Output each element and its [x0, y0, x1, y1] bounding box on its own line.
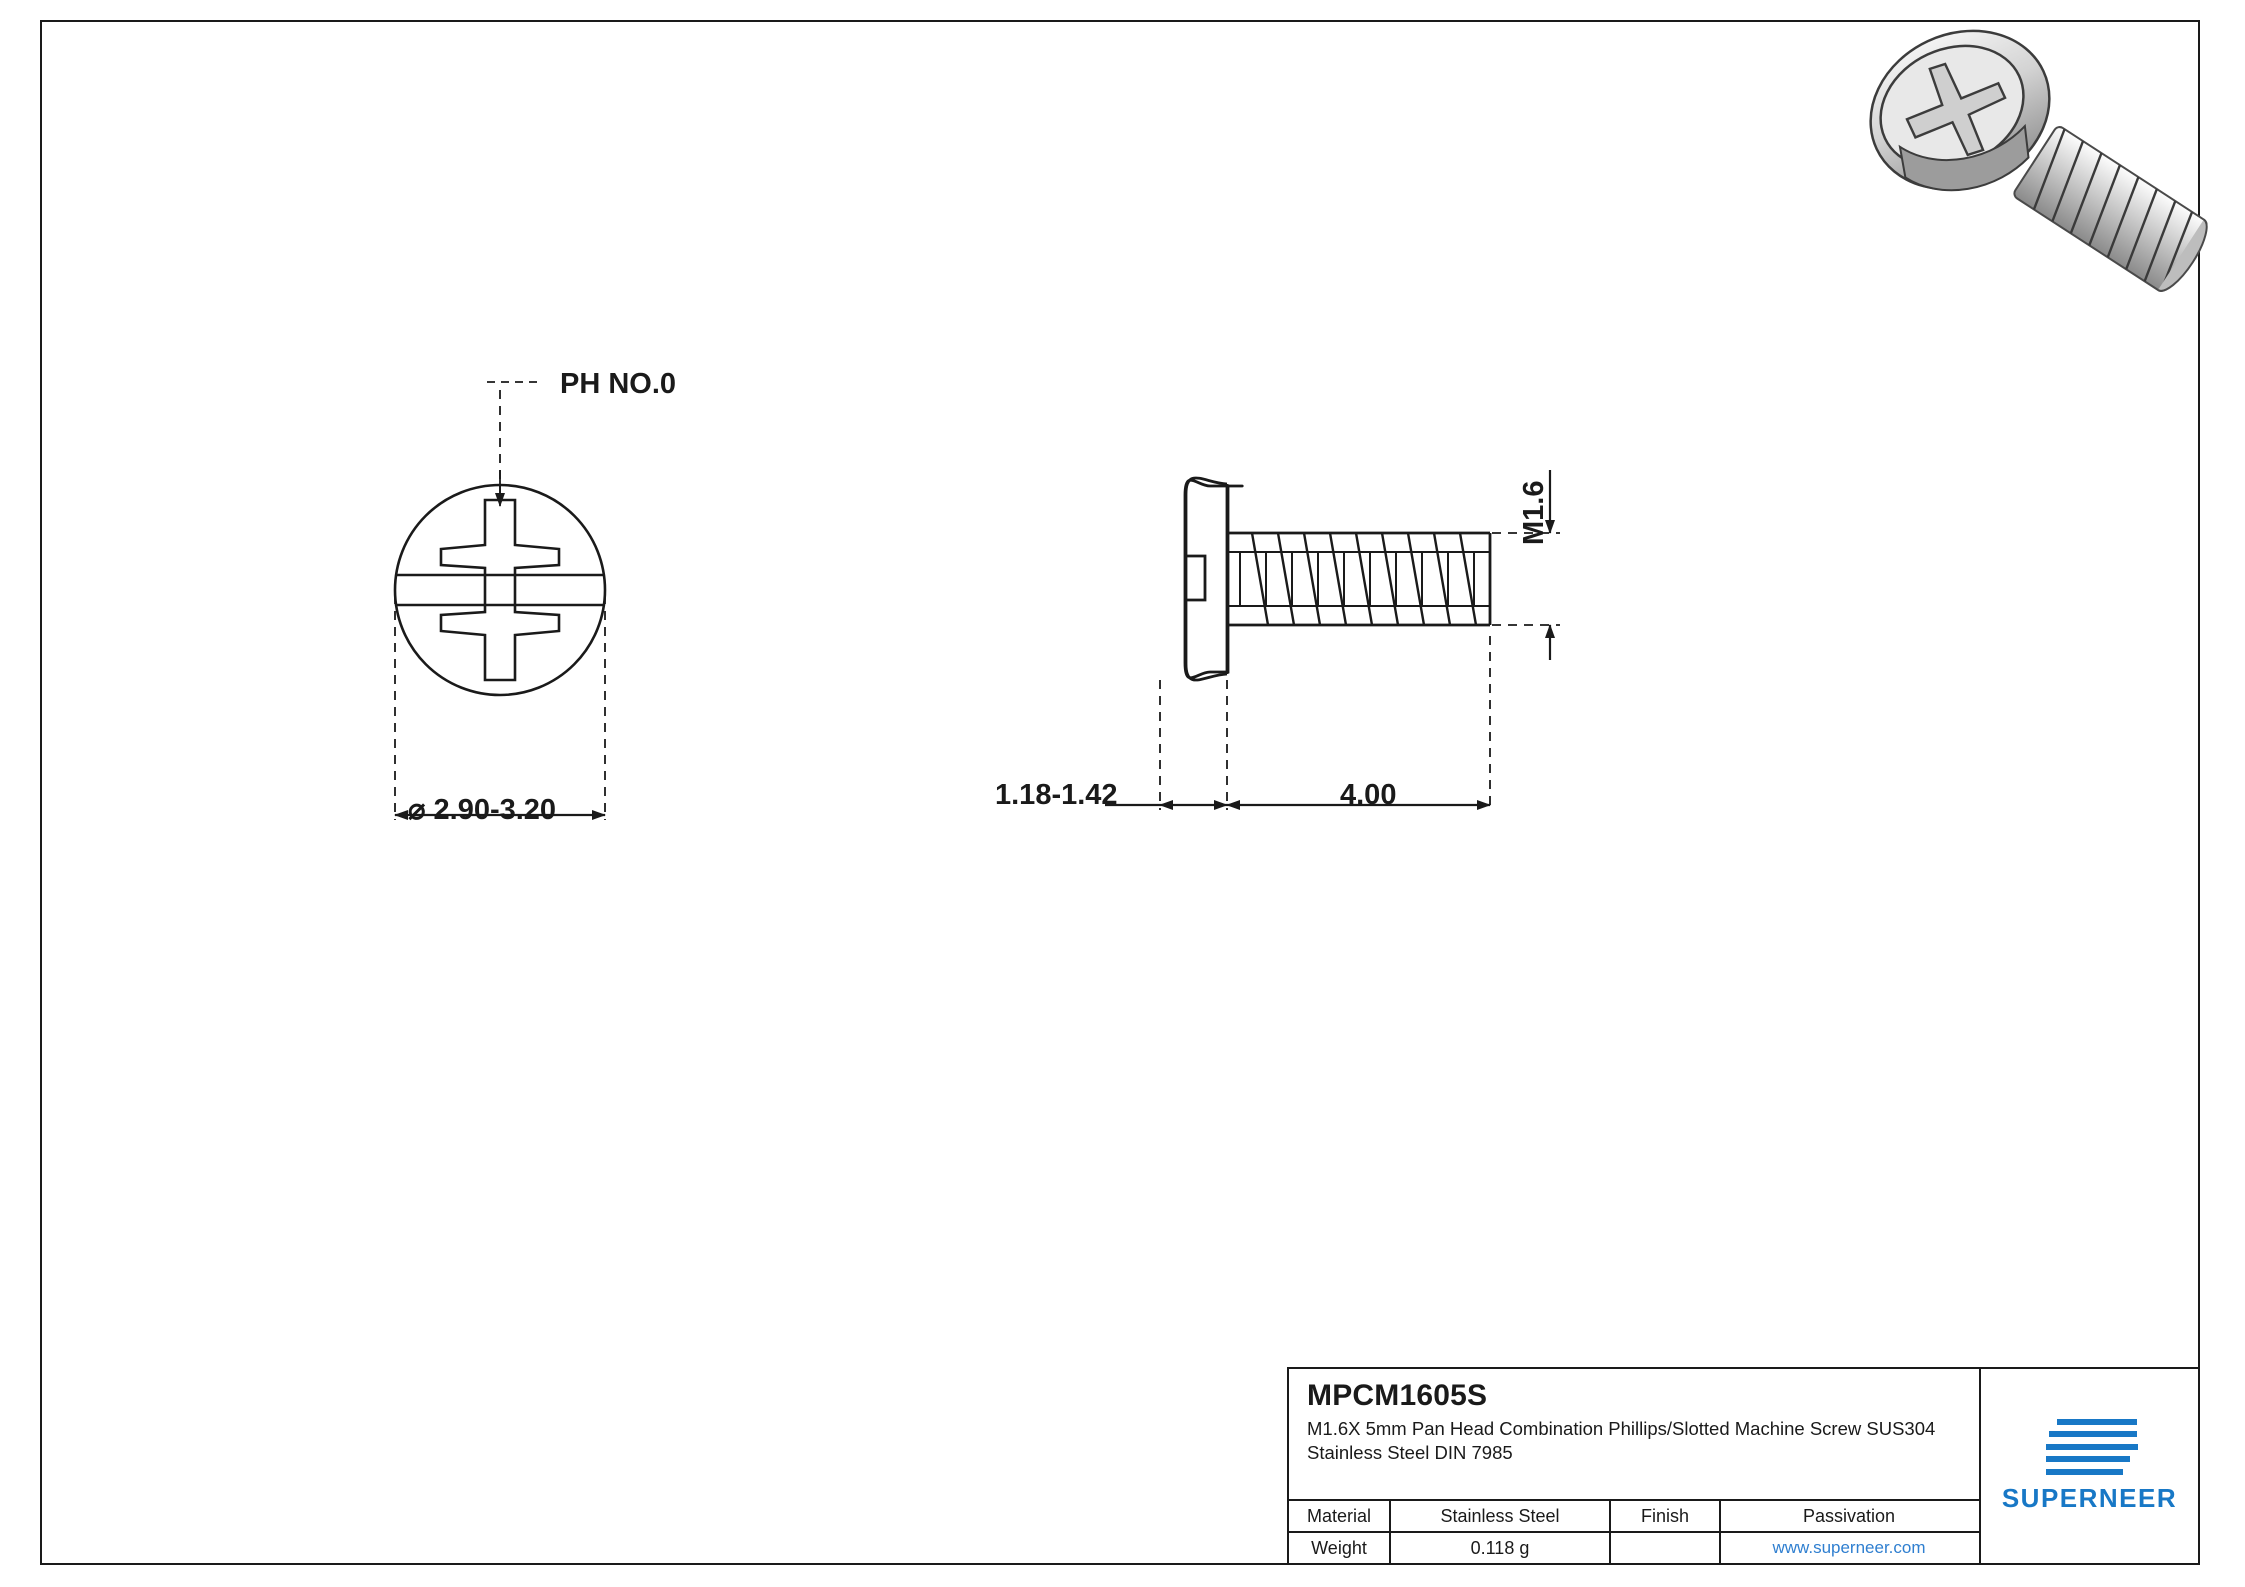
- head-diameter-label: ⌀ 2.90-3.20: [408, 794, 557, 826]
- part-number: MPCM1605S: [1307, 1379, 1488, 1412]
- brand-logo: [1981, 1369, 2198, 1563]
- brand-name: SUPERNEER: [2001, 1482, 2178, 1513]
- thread-length-label: 4.00: [1340, 779, 1397, 811]
- table-row: [1289, 1533, 1979, 1563]
- finish-value: Passivation: [1802, 1505, 1896, 1526]
- thread-size-label: M1.6: [1518, 480, 1550, 545]
- weight-value: 0.118 g: [1391, 1533, 1611, 1563]
- spacer-cell: [1611, 1533, 1721, 1563]
- material-label: Material: [1289, 1501, 1391, 1531]
- spec-table: [1289, 1499, 1979, 1563]
- drive-note-label: PH NO.0: [560, 368, 677, 400]
- head-height-label: 1.18-1.42: [995, 779, 1118, 811]
- part-description: M1.6X 5mm Pan Head Combination Phillips/Slotted Machine Screw SUS304 Stainless Steel DIN 7985: [1307, 1418, 1936, 1464]
- title-block-info: [1289, 1369, 1981, 1563]
- sheet-border: [40, 20, 2200, 1565]
- material-value: Stainless Steel: [1391, 1501, 1611, 1531]
- table-row: [1289, 1501, 1979, 1533]
- title-block: [1287, 1367, 2200, 1565]
- weight-label: Weight: [1289, 1533, 1391, 1563]
- website-link[interactable]: www.superneer.com: [1772, 1538, 1926, 1557]
- logo-icon: [2046, 1419, 2138, 1475]
- finish-label: Finish: [1611, 1501, 1721, 1531]
